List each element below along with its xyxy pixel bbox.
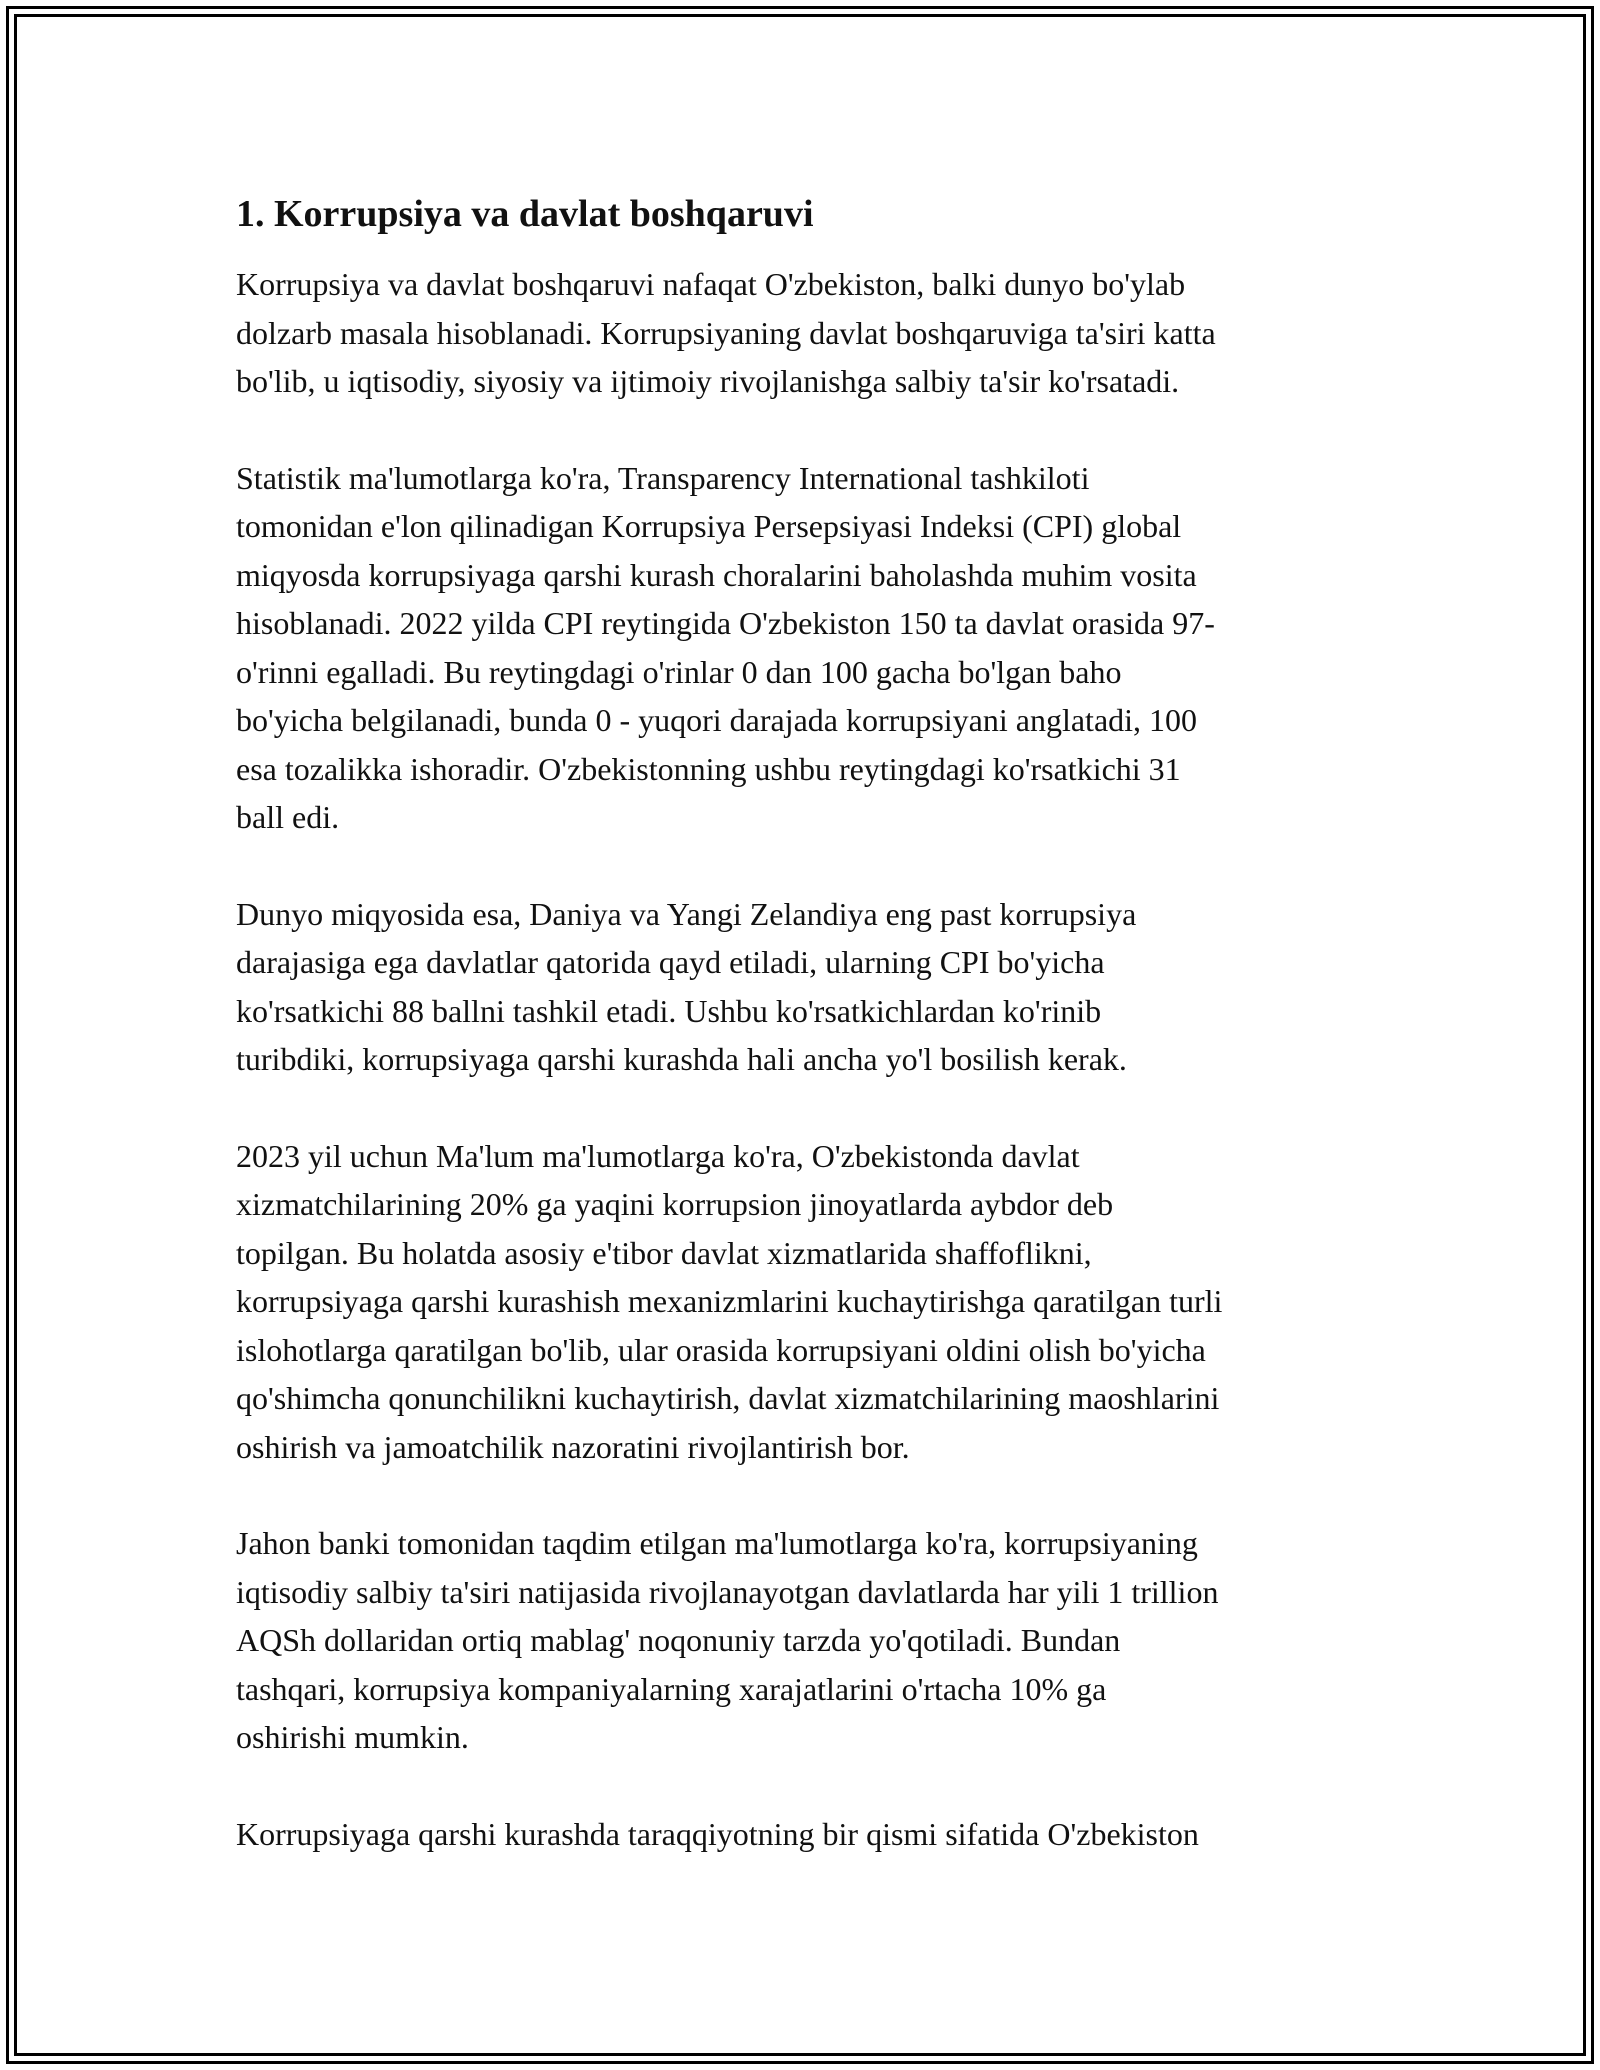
paragraph-world-bank [236,1519,1376,1762]
text-line: turibdiki, korrupsiyaga qarshi kurashda hali ancha yo'l bosilish kerak. [236,1041,1127,1077]
text-line: o'rinni egalladi. Bu reytingdagi o'rinlar 0 dan 100 gacha bo'lgan baho [236,653,1122,690]
paragraph-2023-data [236,1132,1376,1472]
text-line: Dunyo miqyosida esa, Daniya va Yangi Zelandiya eng past korrupsiya [236,895,1137,932]
text-line: Statistik ma'lumotlarga ko'ra, Transparency International tashkiloti [236,459,1090,496]
text-line: 2023 yil uchun Ma'lum ma'lumotlarga ko'ra, O'zbekistonda davlat [236,1137,1080,1174]
paragraph-continuation [236,1810,1376,1859]
text-line: tomonidan e'lon qilinadigan Korrupsiya Persepsiyasi Indeksi (CPI) global [236,508,1182,544]
text-line: bo'lib, u iqtisodiy, siyosiy va ijtimoiy rivojlanishga salbiy ta'sir ko'rsatadi. [236,363,1180,399]
text-line: tashqari, korrupsiya kompaniyalarning xarajatlarini o'rtacha 10% ga [236,1670,1107,1707]
text-line: darajasiga ega davlatlar qatorida qayd etiladi, ularning CPI bo'yicha [236,944,1105,980]
text-line: islohotlarga qaratilgan bo'lib, ular orasida korrupsiyani oldini olish bo'yicha [236,1331,1206,1368]
text-line: Korrupsiya va davlat boshqaruvi nafaqat O'zbekiston, balki dunyo bo'ylab [236,266,1186,302]
text-line: Jahon banki tomonidan taqdim etilgan ma'lumotlarga ko'ra, korrupsiyaning [236,1525,1198,1561]
text-line: oshirish va jamoatchilik nazoratini rivojlantirish bor. [236,1428,910,1465]
text-line: Korrupsiyaga qarshi kurashda taraqqiyotning bir qismi sifatida O'zbekiston [236,1815,1199,1852]
section-heading: 1. Korrupsiya va davlat boshqaruvi [236,193,814,235]
text-line: oshirishi mumkin. [236,1719,469,1755]
paragraph-world-comparison [236,890,1376,1084]
text-line: topilgan. Bu holatda asosiy e'tibor davlat xizmatlarida shaffoflikni, [236,1234,1092,1271]
text-line: miqyosda korrupsiyaga qarshi kurash choralarini baholashda muhim vosita [236,556,1197,593]
text-line: ko'rsatkichi 88 ballni tashkil etadi. Ushbu ko'rsatkichlardan ko'rinib [236,992,1102,1029]
text-line: korrupsiyaga qarshi kurashish mexanizmlarini kuchaytirishga qaratilgan turli [236,1283,1223,1319]
text-line: iqtisodiy salbiy ta'siri natijasida rivojlanayotgan davlatlarda har yili 1 trillion [236,1573,1219,1610]
text-line: qo'shimcha qonunchilikni kuchaytirish, davlat xizmatchilarining maoshlarini [236,1380,1220,1416]
text-line: dolzarb masala hisoblanadi. Korrupsiyaning davlat boshqaruviga ta'siri katta [236,314,1216,351]
text-line: AQSh dollaridan ortiq mablag' noqonuniy tarzda yo'qotiladi. Bundan [236,1622,1121,1658]
paragraph-cpi-statistics [236,454,1376,842]
text-line: esa tozalikka ishoradir. O'zbekistonning ushbu reytingdagi ko'rsatkichi 31 [236,750,1181,787]
text-line: hisoblanadi. 2022 yilda CPI reytingida O'zbekiston 150 ta davlat orasida 97- [236,605,1215,641]
document-body [236,186,1376,1906]
text-line: ball edi. [236,799,340,835]
paragraph-intro [236,260,1376,406]
text-line: xizmatchilarining 20% ga yaqini korrupsion jinoyatlarda aybdor deb [236,1186,1114,1222]
text-line: bo'yicha belgilanadi, bunda 0 - yuqori darajada korrupsiyani anglatadi, 100 [236,702,1198,738]
